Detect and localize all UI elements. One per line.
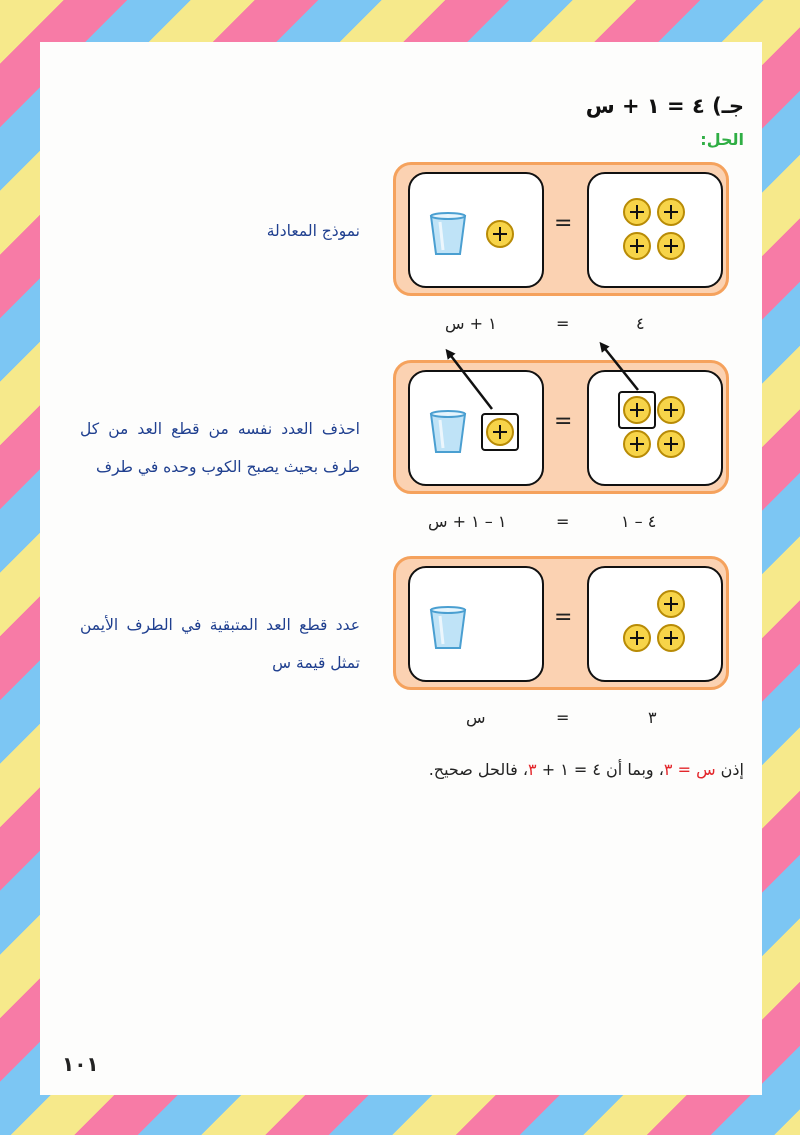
- model-equals-sign: =: [554, 211, 573, 236]
- problem-title: جـ) ٤ = ١ + س: [585, 94, 744, 118]
- step-3-expr-equals: =: [556, 708, 570, 727]
- cup-icon: [428, 410, 468, 456]
- worksheet-page: [40, 42, 762, 1095]
- step-3-model: [393, 556, 729, 690]
- step-1-description: نموذج المعادلة: [266, 222, 360, 240]
- step-3-right-box: [587, 566, 723, 682]
- step-1-expr-equals: =: [556, 314, 570, 333]
- step-2-right-box: [587, 370, 723, 486]
- plus-counter-icon: [623, 198, 651, 226]
- plus-counter-icon: [623, 430, 651, 458]
- step-2-model: [393, 360, 729, 494]
- plus-counter-icon: [623, 624, 651, 652]
- plus-counter-icon: [657, 430, 685, 458]
- step-1-left-box: [408, 172, 544, 288]
- step-1-expr-right: ٤: [636, 314, 645, 333]
- plus-counter-icon: [657, 232, 685, 260]
- step-2-expr-left: ١ – ١ + س: [428, 512, 507, 531]
- plus-counter-icon: [623, 232, 651, 260]
- model-equals-sign: =: [554, 605, 573, 630]
- step-2-left-box: [408, 370, 544, 486]
- conclusion-value: س = ٣: [663, 760, 716, 779]
- step-1-expr-left: ١ + س: [445, 314, 497, 333]
- step-3-left-box: [408, 566, 544, 682]
- step-1-model: [393, 162, 729, 296]
- conclusion-value: ٣: [528, 760, 537, 779]
- plus-counter-icon: [657, 198, 685, 226]
- step-3-expr-right: ٣: [648, 708, 657, 727]
- page-number: ١٠١: [62, 1052, 99, 1076]
- plus-counter-icon: [486, 418, 514, 446]
- conclusion-part: إذن: [715, 760, 744, 779]
- solution-label: الحل:: [700, 130, 744, 149]
- plus-counter-icon: [657, 624, 685, 652]
- conclusion: [429, 760, 744, 779]
- plus-counter-icon: [657, 590, 685, 618]
- step-3-description: عدد قطع العد المتبقية في الطرف الأيمن تمثل قيمة س: [80, 616, 360, 672]
- cup-icon: [428, 212, 468, 258]
- step-2-description: احذف العدد نفسه من قطع العد من كل طرف بحيث يصبح الكوب وحده في طرف: [80, 420, 360, 476]
- step-3-expr-left: س: [466, 708, 486, 727]
- plus-counter-icon: [623, 396, 651, 424]
- step-2-expr-right: ٤ – ١: [621, 512, 657, 531]
- conclusion-part: ، وبما أن ٤ = ١ +: [536, 760, 664, 779]
- step-2-expr-equals: =: [556, 512, 570, 531]
- step-1-right-box: [587, 172, 723, 288]
- model-equals-sign: =: [554, 409, 573, 434]
- plus-counter-icon: [657, 396, 685, 424]
- conclusion-part: ، فالحل صحيح.: [428, 760, 529, 779]
- plus-counter-icon: [486, 220, 514, 248]
- cup-icon: [428, 606, 468, 652]
